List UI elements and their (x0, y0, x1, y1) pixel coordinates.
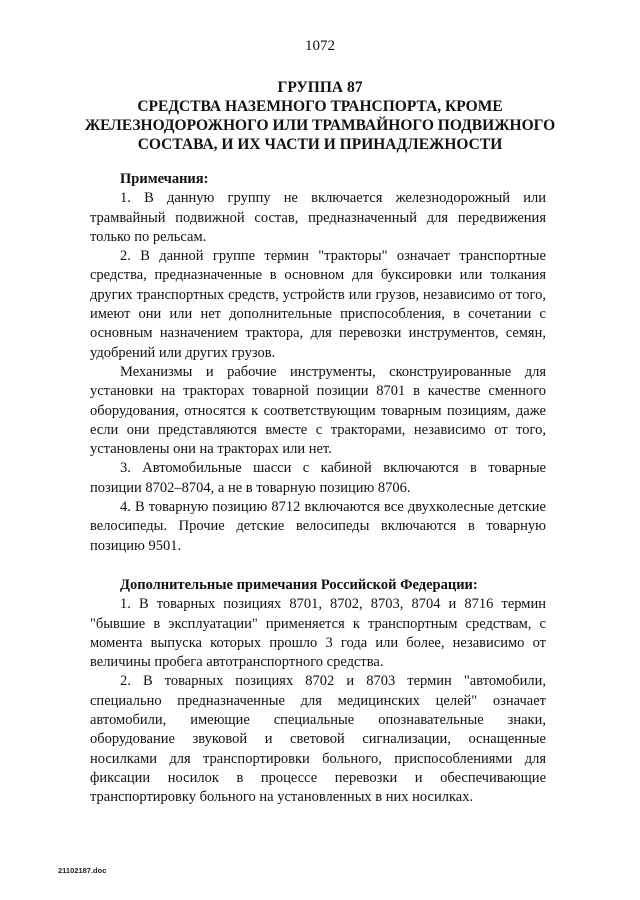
rf-note-paragraph: 2. В товарных позициях 8702 и 8703 термин "автомобили, специально предназначенные для медицинских целей" означает автомобили, имеющие специальные опознавательные знаки, оборудование звуковой и световой сигнализации, оснащенные носилками для транспортировки больного, приспособлениями для фиксации носилок в процессе перевозки и обеспечивающие транспортировку больного на установленных в них носилках. (90, 673, 546, 806)
rf-note-paragraph: 1. В товарных позициях 8701, 8702, 8703, 8704 и 8716 термин "бывшие в эксплуатации" применяется к транспортным средствам, с момента выпуска которых прошло 3 года или более, независимо от величины пробега автотранспортного средства. (90, 596, 546, 671)
note-paragraph: 3. Автомобильные шасси с кабиной включаются в товарные позиции 8702–8704, а не в товарную позицию 8706. (90, 460, 546, 496)
document-body (90, 170, 546, 808)
group-title-line: СРЕДСТВА НАЗЕМНОГО ТРАНСПОРТА, КРОМЕ (137, 98, 503, 115)
group-title-line: СОСТАВА, И ИХ ЧАСТИ И ПРИНАДЛЕЖНОСТИ (137, 136, 503, 153)
note-paragraph: 2. В данной группе термин "тракторы" означает транспортные средства, предназначенные в основном для буксировки или толкания других транспортных средств, устройств или грузов, независимо от того, имеют они или нет дополнительные приспособления, в сочетании с основным назначением трактора, для перевозки инструментов, семян, удобрений или других грузов. (90, 248, 546, 361)
rf-notes-title: Дополнительные примечания Российской Федерации: (120, 576, 478, 593)
file-name-footer: 21102187.doc (58, 866, 107, 875)
group-title-line: ЖЕЛЕЗНОДОРОЖНОГО ИЛИ ТРАМВАЙНОГО ПОДВИЖНОГО (84, 117, 556, 134)
group-number: ГРУППА 87 (277, 79, 363, 96)
note-paragraph: 4. В товарную позицию 8712 включаются все двухколесные детские велосипеды. Прочие детские велосипеды включаются в товарную позицию 9501. (90, 499, 546, 554)
page-number: 1072 (305, 38, 335, 54)
note-paragraph: 1. В данную группу не включается железнодорожный или трамвайный подвижной состав, предназначенный для передвижения только по рельсам. (90, 190, 546, 245)
note-paragraph: Механизмы и рабочие инструменты, сконструированные для установки на тракторах товарной позиции 8701 в качестве сменного оборудования, относятся к соответствующим товарным позициям, даже если они представляются вместе с тракторами, независимо от того, установлены они на тракторах или нет. (90, 363, 546, 458)
section-spacer (90, 556, 546, 576)
group-heading (60, 78, 580, 154)
notes-title: Примечания: (120, 171, 209, 187)
